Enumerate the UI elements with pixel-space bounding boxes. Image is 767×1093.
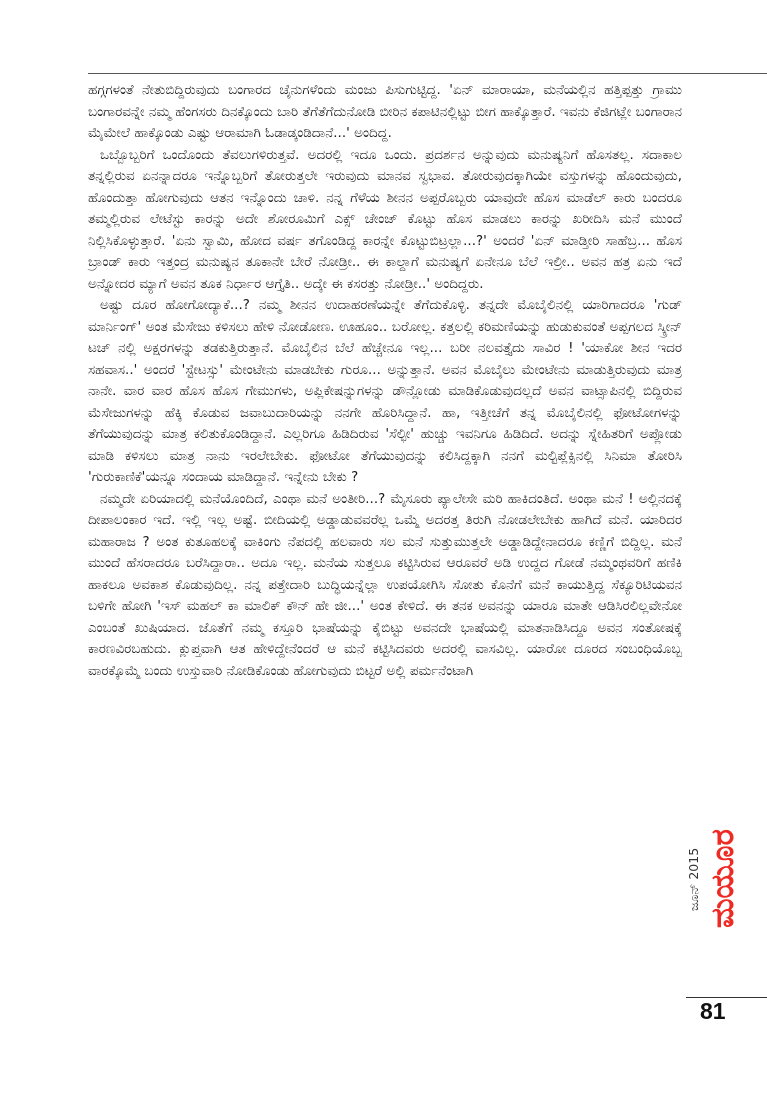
header-rule (88, 73, 767, 74)
issue-date: ಜೂನ್ 2015 (686, 847, 701, 911)
magazine-logo: ಮಯೂರ (705, 829, 741, 929)
article-body (88, 80, 682, 682)
magazine-sidebar (686, 771, 740, 987)
article-paragraph: ನಮ್ಮದೇ ಏರಿಯಾದಲ್ಲಿ ಮನೆಯೊಂದಿದೆ, ಎಂಥಾ ಮನೆ ಅಂತೀರಿ...? ಮೈಸೂರು ಪ್ಯಾಲೇಸೇ ಮರಿ ಹಾಕಿದಂತಿದೆ. ಅಂಥಾ ಮನೆ ! ಅಲ್ಲಿನದಕ್ಕೆ ದೀಪಾಲಂಕಾರ ಇದೆ. ಇಲ್ಲಿ ಇಲ್ಲ ಅಷ್ಟೆ. ಬೀದಿಯಲ್ಲಿ ಅಡ್ಡಾಡುವವರೆಲ್ಲ ಒಮ್ಮೆ ಅದರತ್ತ ತಿರುಗಿ ನೋಡಲೇಬೇಕು ಹಾಗಿದೆ ಮನೆ. ಯಾರಿದರ ಮಹಾರಾಜ ? ಅಂತ ಕುತೂಹಲಕ್ಕೆ ವಾಕಿಂಗು ನೆಪದಲ್ಲಿ ಹಲವಾರು ಸಲ ಮನೆ ಸುತ್ತುಮುತ್ತಲೇ ಅಡ್ಡಾಡಿದ್ದೇನಾದರೂ ಕಣ್ಣಿಗೆ ಬಿದ್ದಿಲ್ಲ. ಮನೆ ಮುಂದೆ ಹೆಸರಾದರೂ ಬರೆಸಿದ್ದಾರಾ.. ಅದೂ ಇಲ್ಲ. ಮನೆಯ ಸುತ್ತಲೂ ಕಟ್ಟಿಸಿರುವ ಆರೂವರೆ ಅಡಿ ಉದ್ದದ ಗೋಡೆ ನಮ್ಮಂಥವರಿಗೆ ಹಣಿಕಿ ಹಾಕಲೂ ಅವಕಾಶ ಕೊಡುವುದಿಲ್ಲ. ನನ್ನ ಪತ್ತೇದಾರಿ ಬುದ್ಧಿಯನ್ನೆಲ್ಲಾ ಉಪಯೋಗಿಸಿ ಸೋತು ಕೊನೆಗೆ ಮನೆ ಕಾಯುತ್ತಿದ್ದ ಸೆಕ್ಯೂರಿಟಿಯವನ ಬಳಿಗೇ ಹೋಗಿ 'ಇಸ್ ಮಹಲ್ ಕಾ ಮಾಲಿಕ್ ಕೌನ್ ಹೇ ಜೀ...' ಅಂತ ಕೇಳಿದೆ. ಈ ತನಕ ಅವನನ್ನು ಯಾರೂ ಮಾತೇ ಆಡಿಸಿರಲಿಲ್ಲವೇನೋ ಎಂಬಂತೆ ಖುಷಿಯಾದ. ಜೊತೆಗೆ ನಮ್ಮ ಕಸ್ತೂರಿ ಭಾಷೆಯನ್ನು ಕೈಬಿಟ್ಟು ಅವನದೇ ಭಾಷೆಯಲ್ಲಿ ಮಾತನಾಡಿಸಿದ್ದೂ ಅವನ ಸಂತೋಷಕ್ಕೆ ಕಾರಣವಿರಬಹುದು. ಕ್ಲುಪ್ತವಾಗಿ ಆತ ಹೇಳಿದ್ದೇನೆಂದರೆ ಆ ಮನೆ ಕಟ್ಟಿಸಿದವರು ಅದರಲ್ಲಿ ವಾಸವಿಲ್ಲ. ಯಾರೋ ದೂರದ ಸಂಬಂಧಿಯೊಬ್ಬ ವಾರಕ್ಕೊಮ್ಮೆ ಬಂದು ಉಸ್ತುವಾರಿ ನೋಡಿಕೊಂಡು ಹೋಗುವುದು ಬಿಟ್ಟರೆ ಅಲ್ಲಿ ಪರ್ಮನೆಂಟಾಗಿ (88, 491, 682, 679)
page-number: 81 (700, 998, 726, 1024)
article-paragraph: ಒಬ್ಬೊಬ್ಬರಿಗೆ ಒಂದೊಂದು ತೆವಲುಗಳಿರುತ್ತವೆ. ಅದರಲ್ಲಿ ಇದೂ ಒಂದು. ಪ್ರದರ್ಶನ ಅನ್ನುವುದು ಮನುಷ್ಯನಿಗೆ ಹೊಸತಲ್ಲ. ಸದಾಕಾಲ ತನ್ನಲ್ಲಿರುವ ಏನನ್ನಾದರೂ ಇನ್ನೊಬ್ಬರಿಗೆ ತೋರುತ್ತಲೇ ಇರುವುದು ಮಾನವ ಸ್ವಭಾವ. ತೋರುವುದಕ್ಕಾಗಿಯೇ ವಸ್ತುಗಳನ್ನು ಹೊಂದುವುದು, ಹೊಂದುತ್ತಾ ಹೋಗುವುದು ಆತನ ಇನ್ನೊಂದು ಚಾಳಿ. ನನ್ನ ಗೆಳೆಯ ಶೀನನ ಅಪ್ಪರೊಬ್ಬರು ಯಾವುದೇ ಹೊಸ ಮಾಡೆಲ್ ಕಾರು ಬಂದರೂ ತಮ್ಮಲ್ಲಿರುವ ಲೇಟೆಸ್ಟು ಕಾರನ್ನು ಅದೇ ಶೋರೂಮಿಗೆ ಎಕ್ಸ್ ಚೇಂಜ್ ಕೊಟ್ಟು ಹೊಸ ಮಾಡಲು ಕಾರನ್ನು ಖರೀದಿಸಿ ಮನೆ ಮುಂದೆ ನಿಲ್ಲಿಸಿಕೊಳ್ಳುತ್ತಾರೆ. 'ಏನು ಸ್ವಾಮಿ, ಹೋದ ವರ್ಷ ತಗೊಂಡಿದ್ದ ಕಾರನ್ನೇ ಕೊಟ್ಟುಬಿಟ್ರಲ್ಲಾ...?' ಅಂದರೆ 'ಏನ್ ಮಾಡ್ತೀರಿ ಸಾಹೆಬ್ರ... ಹೊಸ ಬ್ರಾಂಡ್ ಕಾರು ಇತ್ತಂದ್ರ ಮನುಷ್ಯನ ತೂಕಾನೇ ಬೇರೆ ನೋಡ್ರೀ.. ಈ ಕಾಲ್ದಾಗೆ ಮನುಷ್ಯಗೆ ಏನೇನೂ ಬೆಲೆ ಇಲ್ರೀ.. ಅವನ ಹತ್ರ ಏನು ಇದೆ ಅನ್ನೋದರ ಮ್ಯಾಗೆ ಅವನ ತೂಕ ನಿರ್ಧಾರ ಆಗ್ತೈತಿ.. ಅದ್ಕೇ ಈ ಕಸರತ್ತು ನೋಡ್ರೀ..' ಅಂದಿದ್ದರು. (88, 147, 682, 292)
article-paragraph: ಅಷ್ಟು ದೂರ ಹೋಗೋದ್ಯಾಕೆ...? ನಮ್ಮ ಶೀನನ ಉದಾಹರಣೆಯನ್ನೇ ತೆಗೆದುಕೊಳ್ಳಿ. ತನ್ನದೇ ಮೊಬೈಲಿನಲ್ಲಿ ಯಾರಿಗಾದರೂ 'ಗುಡ್ ಮಾರ್ನಿಂಗ್' ಅಂತ ಮೆಸೇಜು ಕಳಿಸಲು ಹೇಳಿ ನೋಡೋಣ. ಊಹೂಂ.. ಬರೋಲ್ಲ. ಕತ್ತಲಲ್ಲಿ ಕರಿಮಣಿಯನ್ನು ಹುಡುಕುವಂತೆ ಅಪ್ಪಗಲದ ಸ್ಕ್ರೀನ್ ಟಚ್ ನಲ್ಲಿ ಅಕ್ಷರಗಳನ್ನು ತಡಕುತ್ತಿರುತ್ತಾನೆ. ಮೊಬೈಲಿನ ಬೆಲೆ ಹೆಚ್ಚೇನೂ ಇಲ್ಲ... ಬರೀ ನಲವತ್ತೈದು ಸಾವಿರ ! 'ಯಾಕೋ ಶೀನ ಇದರ ಸಹವಾಸ..' ಅಂದರೆ 'ಸ್ಟೇಟಸ್ಸು' ಮೇಂಟೇನು ಮಾಡಬೇಕು ಗುರೂ... ಅನ್ನುತ್ತಾನೆ. ಅವನ ಮೊಬೈಲು ಮೇಂಟೇನು ಮಾಡುತ್ತಿರುವುದು ಮಾತ್ರ ನಾನೇ. ವಾರ ವಾರ ಹೊಸ ಹೊಸ ಗೇಮುಗಳು, ಅಪ್ಲಿಕೇಷನ್ನುಗಳನ್ನು ಡೌನ್ಲೋಡು ಮಾಡಿಕೊಡುವುದಲ್ಲದೆ ಅವನ ವಾಟ್ಸಾಪಿನಲ್ಲಿ ಬಿದ್ದಿರುವ ಮೆಸೇಜುಗಳನ್ನು ಹೆಕ್ಕಿ ಕೊಡುವ ಜವಾಬುದಾರಿಯನ್ನು ನನಗೇ ಹೊರಿಸಿದ್ದಾನೆ. ಹಾ, ಇತ್ತೀಚೆಗೆ ತನ್ನ ಮೊಬೈಲಿನಲ್ಲಿ ಫೋಟೋಗಳನ್ನು ತೆಗೆಯುವುದನ್ನು ಮಾತ್ರ ಕಲಿತುಕೊಂಡಿದ್ದಾನೆ. ಎಲ್ಲರಿಗೂ ಹಿಡಿದಿರುವ 'ಸೆಲ್ಫೀ' ಹುಚ್ಚು ಇವನಿಗೂ ಹಿಡಿದಿದೆ. ಅದನ್ನು ಸ್ನೇಹಿತರಿಗೆ ಅಪ್ಲೋಡು ಮಾಡಿ ಕಳಿಸಲು ಮಾತ್ರ ನಾನು ಇರಲೇಬೇಕು. ಫೋಟೋ ತೆಗೆಯುವುದನ್ನು ಕಲಿಸಿದ್ದಕ್ಕಾಗಿ ನನಗೆ ಮಲ್ಟಿಪ್ಲೆಕ್ಸಿನಲ್ಲಿ ಸಿನಿಮಾ ತೋರಿಸಿ 'ಗುರುಕಾಣಿಕೆ'ಯನ್ನೂ ಸಂದಾಯ ಮಾಡಿದ್ದಾನೆ. ಇನ್ನೇನು ಬೇಕು ? (88, 298, 682, 485)
article-paragraph: ಹಗ್ಗಗಳಂತೆ ನೇತುಬಿದ್ದಿರುವುದು ಬಂಗಾರದ ಚೈನುಗಳೆಂದು ಮಂಜು ಪಿಸುಗುಟ್ಟಿದ್ದ. 'ಏನ್ ಮಾರಾಯಾ, ಮನೆಯಲ್ಲಿನ ಹತ್ತಿಪ್ಪತ್ತು ಗ್ರಾಮು ಬಂಗಾರವನ್ನೇ ನಮ್ಮ ಹೆಂಗಸರು ದಿನಕ್ಕೊಂದು ಬಾರಿ ತೆಗೆತೆಗೆದುನೋಡಿ ಬೀರಿನ ಕಪಾಟಿನಲ್ಲಿಟ್ಟು ಬೀಗ ಹಾಕ್ಕೊತ್ತಾರೆ. ಇವನು ಕೆಜಿಗಟ್ಲೇ ಬಂಗಾರಾನ ಮೈಮೇಲೆ ಹಾಕ್ಕೊಂಡು ಎಷ್ಟು ಆರಾಮಾಗಿ ಓಡಾಡ್ಕಂಡಿದಾನೆ...' ಅಂದಿದ್ದ. (88, 83, 682, 141)
